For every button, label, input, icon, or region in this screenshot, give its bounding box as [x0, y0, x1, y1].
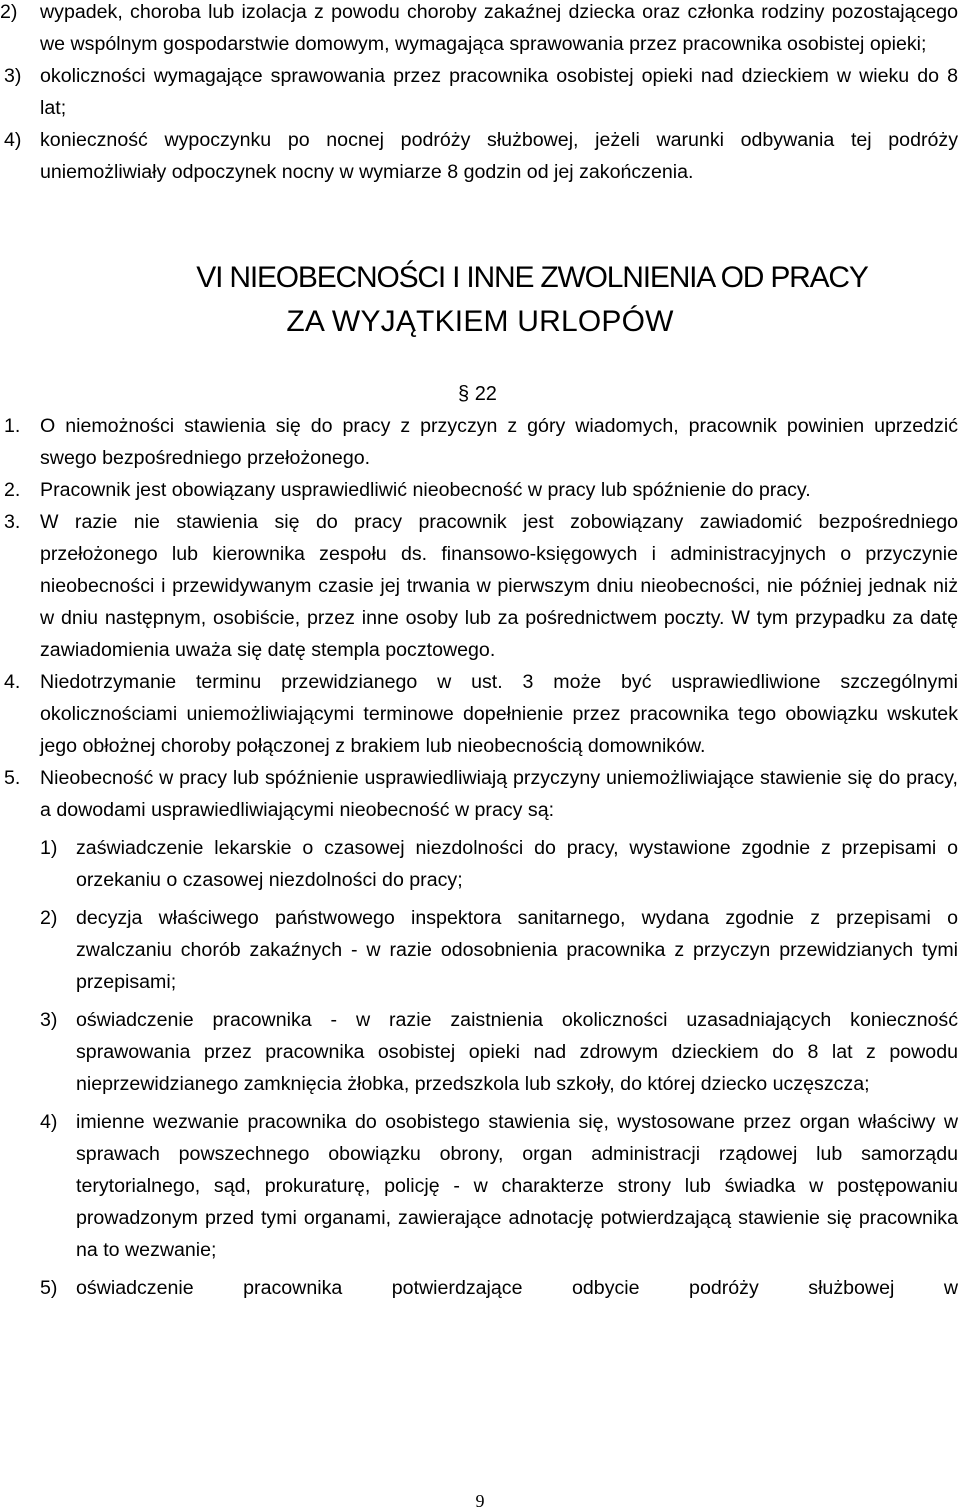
list-item-text: Niedotrzymanie terminu przewidzianego w ust. 3 może być usprawiedliwione szczególnymi okolicznościami uniemożliwiającymi terminowe dopełnienie przez pracownika tego obowiązku wskutek jego obłożnej choroby połączonej z brakiem lub nieobecnością domowników. [40, 671, 958, 757]
list-item-number: 4) [4, 129, 22, 151]
list-item [0, 0, 958, 60]
sub-list-item [0, 902, 958, 998]
list-item [0, 410, 958, 474]
list-item-text: O niemożności stawienia się do pracy z przyczyn z góry wiadomych, pracownik powinien uprzedzić swego bezpośredniego przełożonego. [40, 415, 958, 469]
top-list [0, 0, 958, 188]
list-item [0, 506, 958, 666]
list-item [0, 666, 958, 762]
list-item-number: 2. [4, 479, 21, 501]
sub-list-item [0, 1004, 958, 1100]
page-number: 9 [475, 1491, 485, 1511]
sub-list-item-number: 1) [40, 837, 58, 859]
list-item [0, 474, 958, 506]
sub-list-item-number: 2) [40, 907, 58, 929]
list-item-number: 4. [4, 671, 21, 693]
list-item [0, 124, 958, 188]
list-item-number: 1. [4, 415, 21, 437]
sub-list-item-text: zaświadczenie lekarskie o czasowej niezdolności do pracy, wystawione zgodnie z przepisami o orzekaniu o czasowej niezdolności do pracy; [76, 837, 958, 891]
sub-list [0, 832, 958, 1304]
sub-list-item-text: oświadczenie pracownika potwierdzające odbycie podróży służbowej w [76, 1277, 958, 1299]
list-item [0, 762, 958, 826]
sub-list-item [0, 1272, 958, 1304]
list-item-text: Pracownik jest obowiązany usprawiedliwić nieobecność w pracy lub spóźnienie do pracy. [40, 479, 811, 501]
sub-list-item-text: decyzja właściwego państwowego inspektora sanitarnego, wydana zgodnie z przepisami o zwalczaniu chorób zakaźnych - w razie odosobnienia pracownika z przyczyn przewidzianych tymi przepisami; [76, 907, 958, 993]
section-title-line-1: VI NIEOBECNOŚCI I INNE ZWOLNIENIA OD PRACY [196, 261, 868, 294]
section-sign-icon: § [458, 383, 470, 405]
list-item-number: 3) [4, 65, 22, 87]
sub-list-item-number: 4) [40, 1111, 58, 1133]
paragraph-number: 22 [474, 383, 497, 405]
sub-list-item-number: 3) [40, 1009, 58, 1031]
sub-list-item-number: 5) [40, 1277, 58, 1299]
list-item-text: wypadek, choroba lub izolacja z powodu choroby zakaźnej dziecka oraz członka rodziny pozostającego we wspólnym gospodarstwie domowym, wymagająca sprawowania przez pracownika osobistej opieki; [40, 1, 958, 55]
sub-list-item [0, 1106, 958, 1266]
list-item-number: 2) [0, 1, 18, 23]
section-title-line-2: ZA WYJĄTKIEM URLOPÓW [286, 305, 674, 338]
list-item-text: konieczność wypoczynku po nocnej podróży służbowej, jeżeli warunki odbywania tej podróży uniemożliwiały odpoczynek nocny w wymiarze 8 godzin od jej zakończenia. [40, 129, 958, 183]
list-item [0, 60, 958, 124]
sub-list-item-text: oświadczenie pracownika - w razie zaistnienia okoliczności uzasadniających konieczność sprawowania przez pracownika osobistej opieki nad zdrowym dzieckiem do 8 lat z powodu nieprzewidzianego zamknięcia żłobka, przedszkola lub szkoły, do której dziecko uczęszcza; [76, 1009, 958, 1095]
list-item-number: 5. [4, 767, 21, 789]
list-item-text: Nieobecność w pracy lub spóźnienie usprawiedliwiają przyczyny uniemożliwiające stawienie się do pracy, a dowodami usprawiedliwiającymi nieobecność w pracy są: [40, 767, 958, 821]
list-item-number: 3. [4, 511, 21, 533]
main-list [0, 410, 958, 1304]
sub-list-item [0, 832, 958, 896]
list-item-text: W razie nie stawienia się do pracy pracownik jest zobowiązany zawiadomić bezpośredniego przełożonego lub kierownika zespołu ds. finansowo-księgowych i administracyjnych o przyczynie nieobecności i przewidywanym czasie jej trwania w pierwszym dniu nieobecności, nie później jednak niż w dniu następnym, osobiście, przez inne osoby lub za pośrednictwem poczty. W tym przypadku za datę zawiadomienia uważa się datę stempla pocztowego. [40, 511, 958, 661]
sub-list-item-text: imienne wezwanie pracownika do osobistego stawienia się, wystosowane przez organ właściwy w sprawach powszechnego obowiązku obrony, organ administracji rządowej lub samorządu terytorialnego, sąd, prokuraturę, policję - w charakterze strony lub świadka w postępowaniu prowadzonym przed tymi organami, zawierające adnotację potwierdzającą stawienie się pracownika na to wezwanie; [76, 1111, 958, 1261]
list-item-text: okoliczności wymagające sprawowania przez pracownika osobistej opieki nad dzieckiem w wieku do 8 lat; [40, 65, 958, 119]
paragraph-mark [458, 378, 497, 410]
